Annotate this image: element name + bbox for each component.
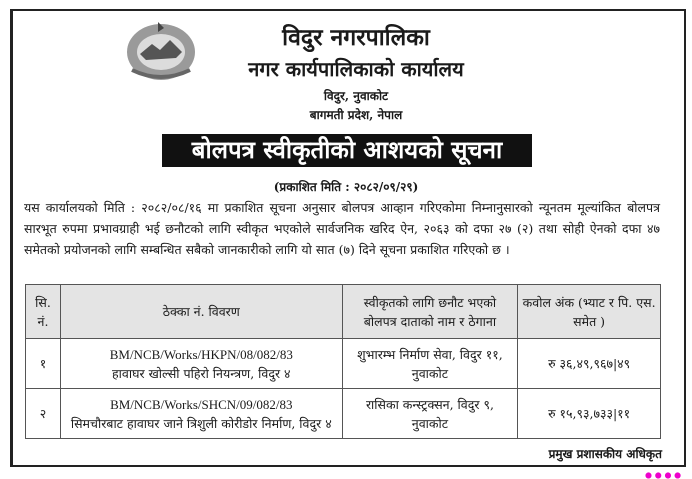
notice-title: बोलपत्र स्वीकृतीको आशयको सूचना [162, 134, 532, 167]
table-row [26, 339, 661, 389]
table-row [26, 389, 661, 439]
bid-table [25, 284, 661, 439]
bidder-name: शुभारम्भ निर्माण सेवा, विदुर ११, [357, 346, 503, 362]
cell-amount: रु ३६,४९,९६७|४९ [518, 339, 661, 389]
cell-amount: रु १५,९३,७३३|११ [518, 389, 661, 439]
bidder-name: रासिका कन्स्ट्रक्सन, विदुर ९, [365, 396, 494, 412]
office-name: नगर कार्यपालिकाको कार्यालय [248, 57, 464, 81]
signature-title: प्रमुख प्रशासकीय अधिकृत [548, 447, 662, 461]
cell-bidder [342, 339, 518, 389]
cell-sn: १ [26, 339, 61, 389]
header-amount: कवोल अंक (भ्याट र पि. एस. समेत ) [518, 285, 661, 339]
notice-body: यस कार्यालयको मिति : २०८२/०८/१६ मा प्रकाशित सूचना अनुसार बोलपत्र आव्हान गरिएकोमा निम्नानुसारको न्यूनतम मूल्यांकित बोलपत्र सारभूत रुपमा प्रभावग्राही भई छनौटको लागि स्वीकृत भएकोले सार्वजनिक खरिद ऐन, २०६३ को दफा २७ (२) तथा सोही ऐनको दफा ४७ समेतको प्रयोजनको लागि सम्बन्धित सबैको जानकारीको लागि यो सात (७) दिने सूचना प्रकाशित गरिएको छ । [24, 200, 660, 257]
header-contract: ठेक्का नं. विवरण [60, 285, 342, 339]
contract-number: BM/NCB/Works/HKPN/08/082/83 [109, 346, 293, 362]
contract-description: सिमचौरबाट हावाघर जाने त्रिशुली कोरीडोर निर्माण, विदुर ४ [70, 415, 332, 431]
published-date: (प्रकाशित मिति : २०८२/०९/२९) [273, 180, 419, 194]
municipality-name: विदुर नगरपालिका [282, 24, 430, 51]
contract-number: BM/NCB/Works/SHCN/09/082/83 [110, 396, 293, 412]
cell-contract [60, 389, 342, 439]
header-sn: सि. नं. [26, 285, 61, 339]
cell-sn: २ [26, 389, 61, 439]
office-province: बागमती प्रदेश, नेपाल [309, 108, 403, 122]
bidder-address: नुवाकोट [411, 415, 449, 431]
office-location: विदुर, नुवाकोट [323, 89, 389, 103]
bidder-address: नुवाकोट [411, 365, 449, 381]
cell-contract [60, 339, 342, 389]
table-header-row [26, 285, 661, 339]
print-registration-marks: ⬤⬤⬤⬤ [645, 472, 684, 479]
cell-bidder [342, 389, 518, 439]
header-bidder: स्वीकृतको लागि छनौट भएको बोलपत्र दाताको नाम र ठेगाना [342, 285, 518, 339]
contract-description: हावाघर खोल्सी पहिरो नियन्त्रण, विदुर ४ [112, 365, 291, 381]
